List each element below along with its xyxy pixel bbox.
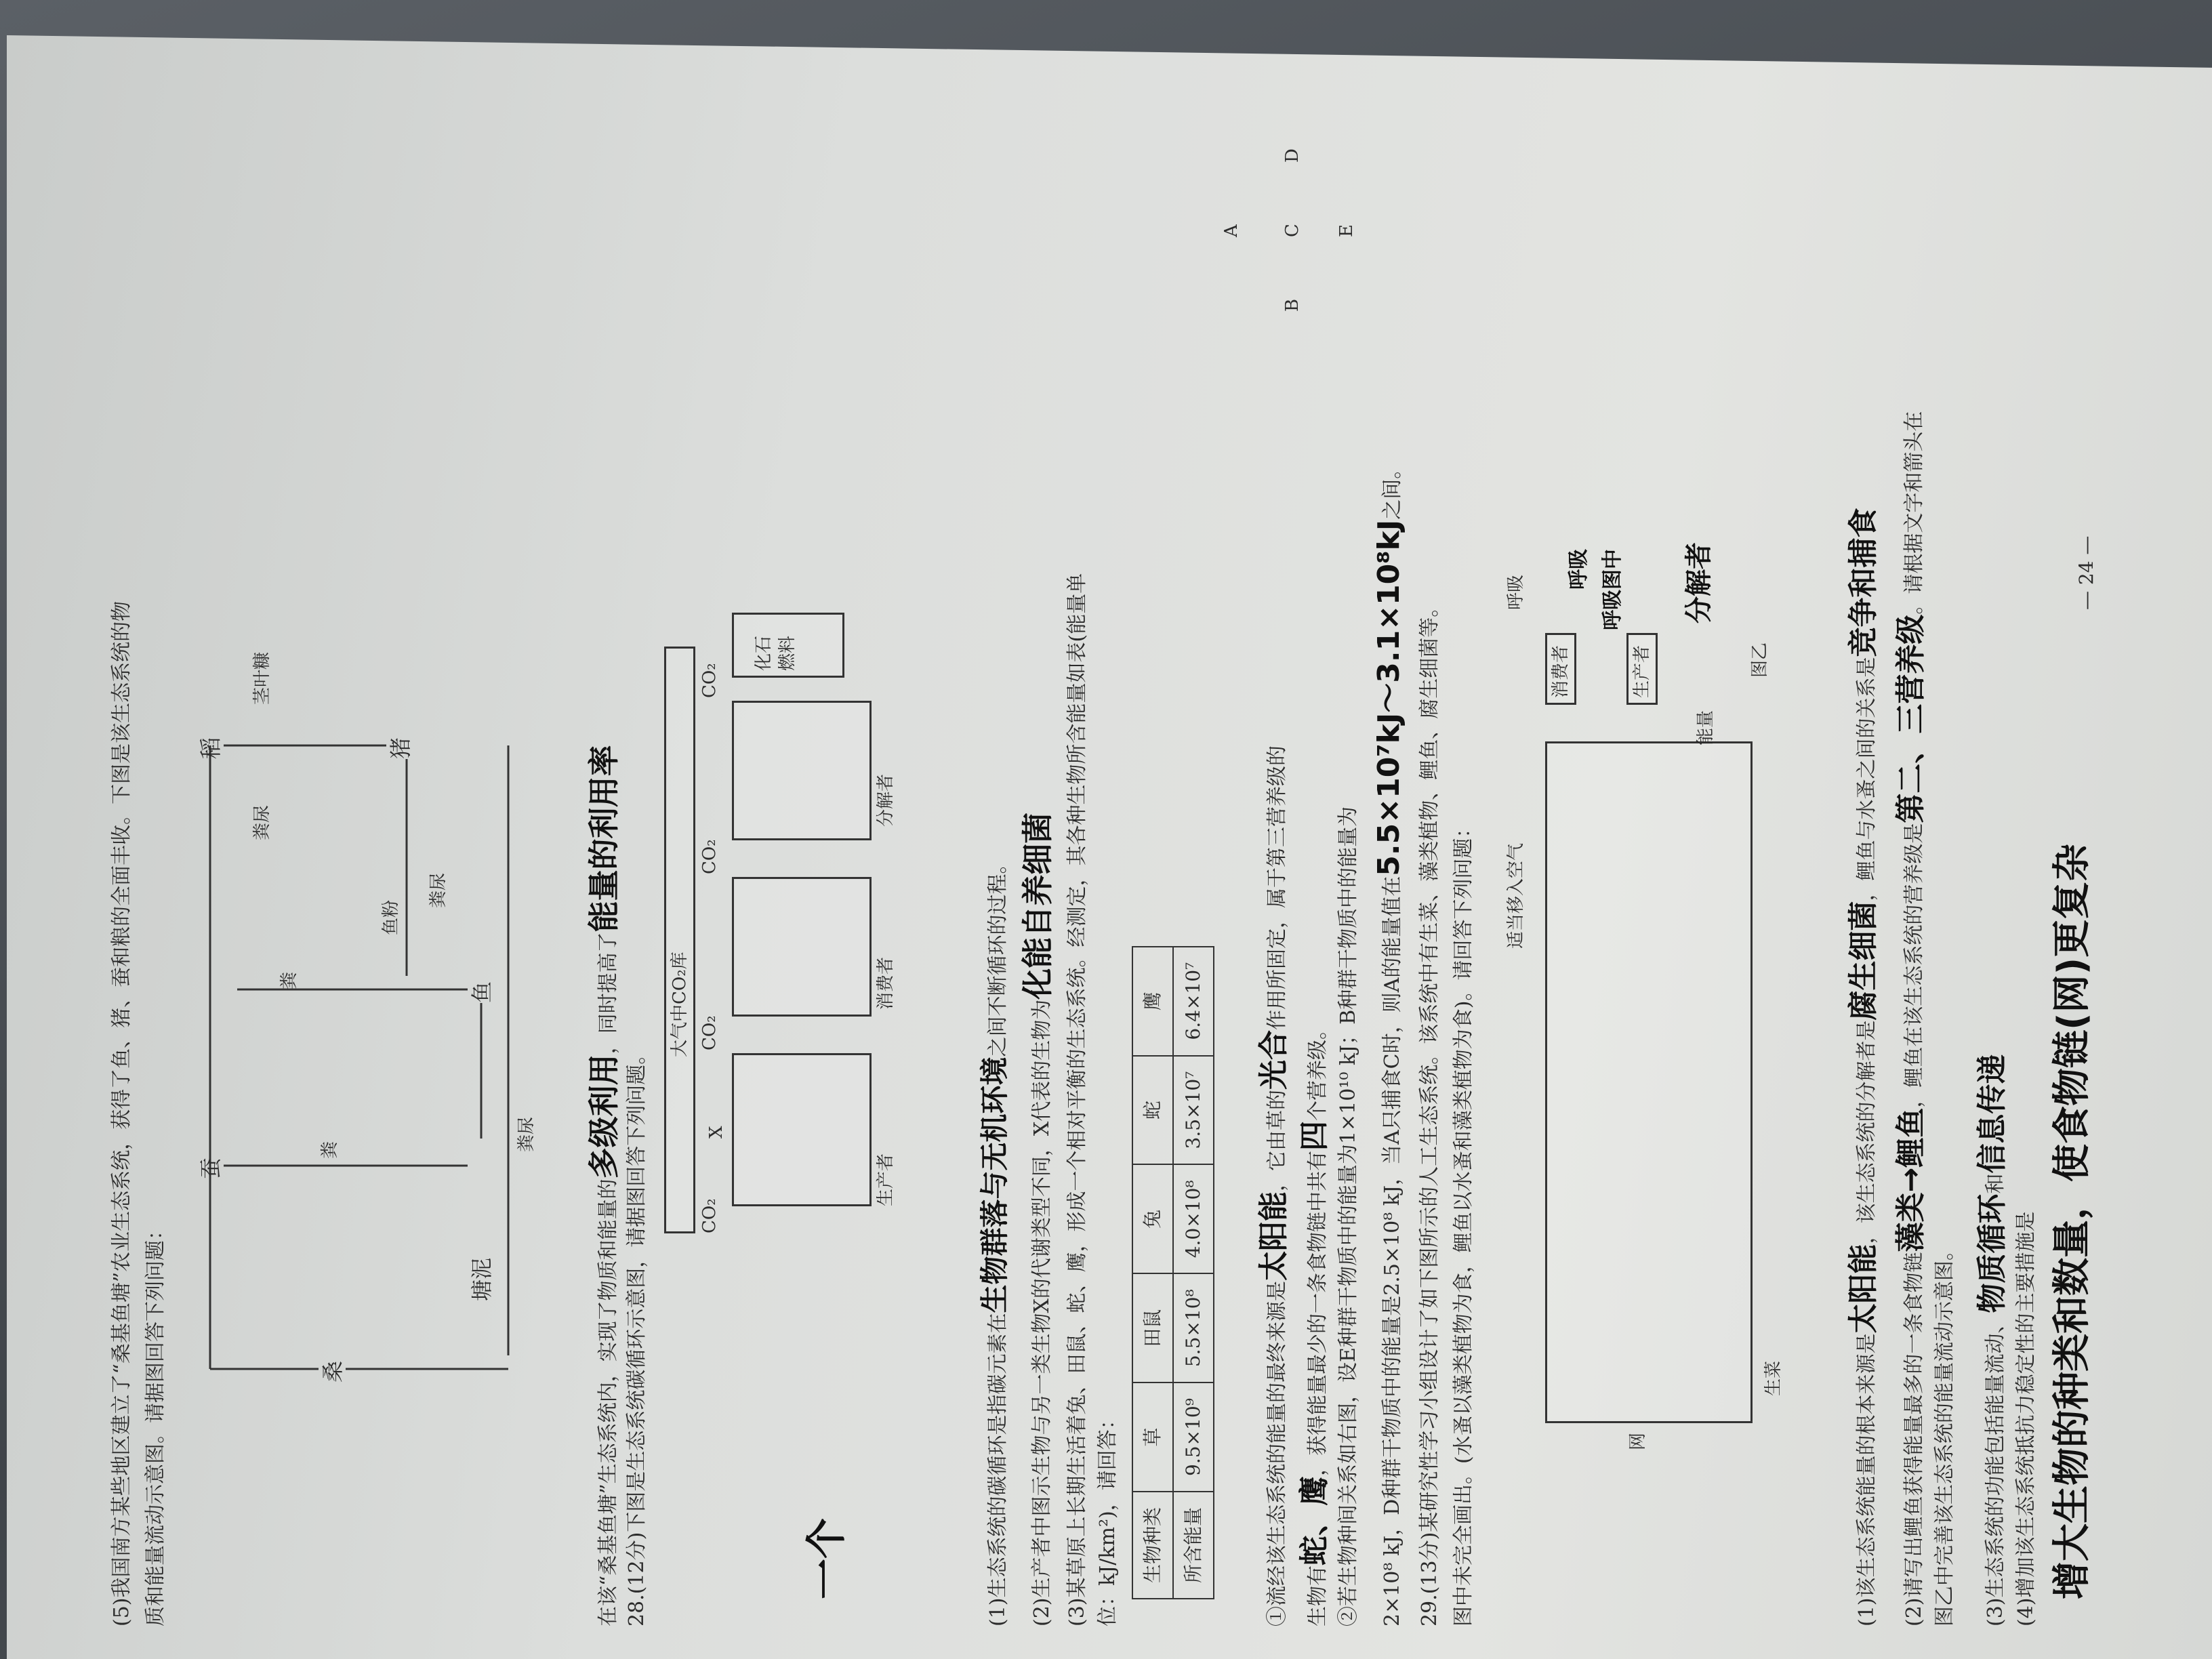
- table-cell: 所含能量: [1173, 1492, 1214, 1599]
- table-cell: 4.0×10⁸: [1173, 1164, 1214, 1273]
- q29-answer-7: 信息传递: [1975, 1054, 2009, 1174]
- node-silkworm: 蚕: [198, 1157, 224, 1179]
- co2-label-4: CO₂: [699, 663, 720, 698]
- q28-answer-4: 光合: [1256, 1030, 1291, 1090]
- table-cell: 田鼠: [1132, 1273, 1173, 1382]
- food-web-diagram: [1220, 95, 1355, 339]
- table-cell: 6.4×10⁷: [1173, 947, 1214, 1056]
- food-web-node-a: A: [1221, 224, 1242, 237]
- node-pond-mud: 塘泥: [469, 1257, 495, 1301]
- q5-answer-2: 能量的利用率: [586, 745, 622, 933]
- consumer-box: [732, 877, 872, 1017]
- page-number: — 24 —: [2075, 535, 2097, 610]
- producer-label: 生产者: [876, 1153, 896, 1206]
- q28-q3-2: ②若生物种间关系如右图，设E种群干物质中的能量为1×10¹⁰ kJ；B种群干物质中的能量为: [1336, 806, 1360, 1626]
- node-rice: 稻: [198, 737, 224, 759]
- q5-line1: (5)我国南方某些地区建立了“桑基鱼塘”农业生态系统，获得了鱼、猪、蚕和粮的全面丰收。下图是该生态系统的物: [110, 600, 134, 1626]
- fig2-consumer: 消费者: [1551, 644, 1571, 698]
- q28-q3-1-cont: 生物有蛇、鹰，获得能量最少的一条食物链中共有四个营养级。: [1297, 1019, 1332, 1626]
- label-excreta-1: 粪尿: [252, 804, 272, 840]
- lettuce-label: 生菜: [1763, 1360, 1784, 1396]
- mulberry-fishpond-diagram: [183, 610, 562, 1423]
- table-cell: 生物种类: [1132, 1492, 1173, 1599]
- node-mulberry: 桑: [320, 1360, 346, 1382]
- carbon-cycle-diagram: [664, 623, 949, 1233]
- q28-p1: (1)生态系统的碳循环是指碳元素在生物群落与无机环境之间不断循环的过程。: [978, 853, 1011, 1626]
- fig2-hw-decomposer: 分解者: [1683, 542, 1715, 623]
- fig2-producer: 生产者: [1632, 644, 1652, 698]
- air-label: 适当移入空气: [1506, 842, 1526, 949]
- q29-answer-5: 第二、三营养级: [1893, 614, 1928, 823]
- q29-q3: (3)生态系统的功能包括能量流动、物质循环和信息传递: [1975, 1054, 2009, 1626]
- q28-p3b: 位：kJ/km²)，请回答：: [1096, 1409, 1120, 1626]
- q28-answer-5: 四: [1297, 1121, 1332, 1151]
- q28-p3: (3)某草原上长期生活着兔、田鼠、蛇、鹰，形成一个相对平衡的生态系统。经测定，其各种生物所含能量如表(能量单: [1065, 573, 1089, 1626]
- q28-q3-2b: 2×10⁸ kJ，D种群干物质中的能量是2.5×10⁸ kJ，当A只捕食C时，则A的能量值在5.5×10⁷kJ～3.1×10⁸kJ之间。: [1372, 458, 1406, 1626]
- q28-q3-1: ①流经该生态系统的能量的最终来源是太阳能，它由草的光合作用所固定，属于第三营养级的: [1256, 745, 1291, 1626]
- co2-pool-label: 大气中CO₂库: [670, 951, 690, 1057]
- decomposer-label: 分解者: [876, 773, 896, 827]
- label-feces-1: 粪: [320, 1141, 340, 1159]
- co2-label-1: CO₂: [699, 1198, 720, 1233]
- q28-answer-1: 生物群落与无机环境: [978, 1057, 1011, 1313]
- label-excreta-3: 粪尿: [516, 1116, 537, 1152]
- food-web-node-c: C: [1282, 224, 1303, 237]
- diagram1-arrows: [183, 610, 562, 1423]
- q28-answer-3: 太阳能: [1256, 1191, 1291, 1281]
- q29-q2d: 图乙中完善该生态系统的能量流动示意图。: [1933, 1240, 1957, 1626]
- label-feces-2: 粪: [279, 971, 300, 989]
- q29-intro2: 图中未完全画出。(水蚤以藻类植物为食，鲤鱼以水蚤和藻类植物为食)。请回答下列问题：: [1452, 817, 1475, 1626]
- tank-box: [1545, 741, 1753, 1423]
- handwritten-one: 一个: [803, 1518, 851, 1599]
- table-row: [1173, 947, 1214, 1599]
- q29-answer-6: 物质循环: [1975, 1193, 2009, 1313]
- q29-q4: (4)增加该生态系统抵抗力稳定性的主要措施是: [2014, 1211, 2038, 1626]
- q29-answer-4: 藻类→鲤鱼: [1893, 1107, 1928, 1252]
- q29-q1: (1)该生态系统能量的根本来源是太阳能，该生态系统的分解者是腐生细菌，鲤鱼与水蚤之间的关系是竞争和捕食: [1846, 508, 1881, 1626]
- rotated-page: [68, 54, 2101, 1626]
- fossil-label: 化石燃料: [754, 635, 798, 671]
- x-label: X: [706, 1126, 726, 1139]
- q5-line2: 质和能量流动示意图。请据图回答下列问题：: [144, 1220, 167, 1626]
- label-excreta-2: 粪尿: [428, 872, 449, 908]
- food-web-node-b: B: [1282, 298, 1303, 312]
- table-cell: 9.5×10⁹: [1173, 1382, 1214, 1492]
- net-label: 网: [1628, 1432, 1648, 1450]
- q5-answer-1: 多级利用: [586, 1054, 622, 1179]
- node-fish: 鱼: [469, 981, 495, 1003]
- co2-label-3: CO₂: [699, 839, 720, 874]
- fig2-caption: 图乙: [1750, 642, 1770, 678]
- q5-after-text: 在该“桑基鱼塘”生态系统内，实现了物质和能量的多级利用，同时提高了能量的利用率: [586, 745, 622, 1626]
- table-cell: 5.5×10⁸: [1173, 1273, 1214, 1382]
- co2-label-2: CO₂: [699, 1015, 720, 1050]
- food-web-node-d: D: [1282, 148, 1303, 163]
- energy-table: [1132, 946, 1214, 1599]
- q28-answer-2: 化能自养细菌: [1019, 812, 1056, 1000]
- table-cell: 3.5×10⁷: [1173, 1056, 1214, 1165]
- table-row: [1132, 947, 1173, 1599]
- label-fishmeal: 鱼粉: [381, 899, 401, 935]
- q29-answer-8: 增大生物的种类和数量，使食物链(网)更复杂: [2050, 843, 2094, 1599]
- food-web-node-e: E: [1336, 224, 1357, 237]
- q29-answer-3: 竞争和捕食: [1846, 508, 1881, 657]
- fig2-resp: 呼吸: [1506, 574, 1526, 610]
- decomposer-box: [732, 701, 872, 840]
- table-cell: 草: [1132, 1382, 1173, 1492]
- q28-intro: 28.(12分)下图是生态系统碳循环示意图，请据图回答下列问题。: [625, 1044, 649, 1626]
- q28-answer-6: 蛇、鹰: [1297, 1476, 1332, 1565]
- fig2-energy: 能量: [1696, 710, 1716, 745]
- q29-answer-2: 腐生细菌: [1846, 901, 1881, 1021]
- table-cell: 鹰: [1132, 947, 1173, 1056]
- aquaponics-diagram: [1491, 542, 1803, 1450]
- q29-answer-1: 太阳能: [1846, 1244, 1881, 1334]
- q29-intro: 29.(13分)某研究性学习小组设计了如下图所示的人工生态系统。该系统中有生菜、藻类植物、鲤鱼、腐生细菌等。: [1418, 596, 1441, 1626]
- fig2-hw-fig: 呼吸图中: [1601, 549, 1624, 630]
- label-stems-bran: 茎叶糠: [252, 651, 272, 705]
- node-pig: 猪: [388, 737, 413, 759]
- table-cell: 兔: [1132, 1164, 1173, 1273]
- table-cell: 蛇: [1132, 1056, 1173, 1165]
- co2-pool-box: [664, 647, 695, 1233]
- producer-box: [732, 1053, 872, 1206]
- fig2-hw-resp: 呼吸: [1567, 549, 1591, 590]
- q29-q2: (2)请写出鲤鱼获得能量最多的一条食物链藻类→鲤鱼，鲤鱼在该生态系统的营养级是第二、三营养级。请根据文字和箭头在: [1893, 411, 1928, 1626]
- q28-p2: (2)生产者中图示生物与另一类生物X的代谢类型不同，X代表的生物为化能自养细菌: [1019, 812, 1056, 1626]
- consumer-label: 消费者: [876, 956, 896, 1010]
- q28-answer-7: 5.5×10⁷kJ～3.1×10⁸kJ: [1372, 519, 1406, 876]
